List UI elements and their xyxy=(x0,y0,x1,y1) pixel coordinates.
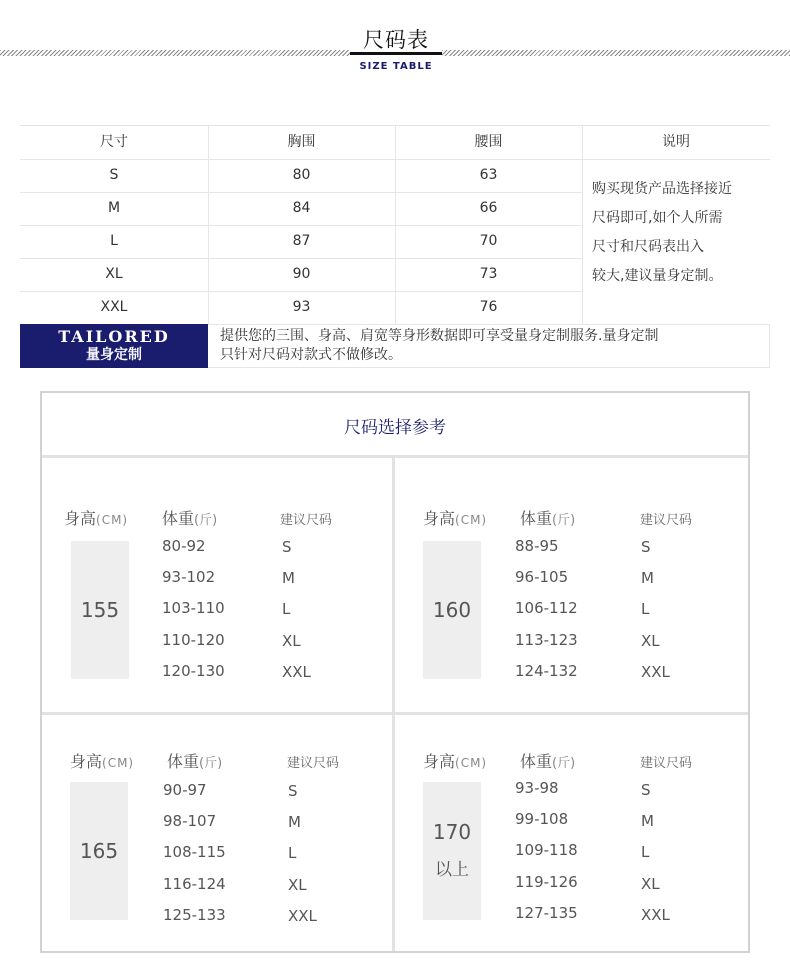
size-cell: M xyxy=(20,192,209,225)
page-title: 尺码表 xyxy=(363,28,429,52)
reference-group-170 xyxy=(395,715,745,967)
height-label: 身高(CM) xyxy=(423,752,488,771)
suggested-size-label: 建议尺码 xyxy=(640,756,693,771)
height-value-suffix: 以上 xyxy=(435,860,469,880)
weight-range: 108-115 xyxy=(163,843,226,861)
weight-range: 90-97 xyxy=(163,781,207,799)
suggested-size: M xyxy=(288,813,301,831)
chest-cell: 93 xyxy=(208,291,396,324)
weight-range: 113-123 xyxy=(515,631,578,649)
suggested-size: M xyxy=(282,569,295,587)
table-row xyxy=(20,291,582,324)
height-value: 155 xyxy=(80,598,120,622)
height-label: 身高(CM) xyxy=(423,509,488,528)
waist-cell: 73 xyxy=(395,258,583,291)
weight-range: 120-130 xyxy=(162,662,225,680)
suggested-size: XXL xyxy=(641,906,670,924)
suggested-size: XL xyxy=(288,876,307,894)
height-value: 160 xyxy=(432,598,472,622)
suggested-size: XL xyxy=(641,632,660,650)
reference-group-160 xyxy=(395,458,745,710)
height-value: 165 xyxy=(79,839,119,863)
size-reference-panel xyxy=(40,391,750,953)
reference-group-155 xyxy=(42,458,392,710)
tailored-label-en: TAILORED xyxy=(58,327,170,346)
weight-range: 110-120 xyxy=(162,631,225,649)
size-cell: XL xyxy=(20,258,209,291)
suggested-size: XL xyxy=(641,875,660,893)
weight-label: 体重(斤) xyxy=(167,752,223,771)
height-value: 170 xyxy=(432,820,472,844)
header-chest: 胸围 xyxy=(208,126,396,159)
weight-range: 109-118 xyxy=(515,841,578,859)
weight-label: 体重(斤) xyxy=(162,509,218,528)
weight-range: 125-133 xyxy=(163,906,226,924)
page-header xyxy=(0,0,790,80)
weight-range: 98-107 xyxy=(163,812,217,830)
table-row xyxy=(20,192,582,226)
suggested-size: S xyxy=(641,538,651,556)
height-label: 身高(CM) xyxy=(64,509,129,528)
suggested-size: XL xyxy=(282,632,301,650)
suggested-size: L xyxy=(282,600,291,618)
waist-cell: 76 xyxy=(395,291,583,324)
height-label: 身高(CM) xyxy=(70,752,135,771)
suggested-size: M xyxy=(641,812,654,830)
weight-range: 93-102 xyxy=(162,568,216,586)
waist-cell: 70 xyxy=(395,225,583,258)
chest-cell: 87 xyxy=(208,225,396,258)
height-value-box xyxy=(71,541,129,679)
weight-range: 124-132 xyxy=(515,662,578,680)
weight-range: 116-124 xyxy=(163,875,226,893)
suggested-size: XXL xyxy=(641,663,670,681)
table-row xyxy=(20,258,582,292)
weight-range: 119-126 xyxy=(515,873,578,891)
reference-title: 尺码选择参考 xyxy=(344,418,446,438)
suggested-size: M xyxy=(641,569,654,587)
suggested-size: S xyxy=(288,782,298,800)
note-line: 较大,建议量身定制。 xyxy=(592,268,723,284)
suggested-size: S xyxy=(641,781,651,799)
page-subtitle: SIZE TABLE xyxy=(359,61,433,72)
note-line: 购买现货产品选择接近 xyxy=(592,181,732,197)
suggested-size: L xyxy=(641,843,650,861)
tailored-label-cn: 量身定制 xyxy=(86,347,142,363)
suggested-size: XXL xyxy=(288,907,317,925)
header-hatch-left xyxy=(0,50,350,56)
tailored-text-line: 只针对尺码对款式不做修改。 xyxy=(220,347,402,363)
size-note xyxy=(592,175,764,291)
table-row xyxy=(20,225,582,259)
height-value-box xyxy=(70,782,128,920)
header-note: 说明 xyxy=(582,126,770,160)
size-cell: XXL xyxy=(20,291,209,324)
header-waist: 腰围 xyxy=(395,126,583,159)
title-underline xyxy=(350,52,442,55)
reference-group-165 xyxy=(42,715,392,967)
weight-label: 体重(斤) xyxy=(520,752,576,771)
height-value-box xyxy=(423,782,481,920)
suggested-size-label: 建议尺码 xyxy=(280,513,333,528)
chest-cell: 80 xyxy=(208,159,396,192)
size-cell: S xyxy=(20,159,209,192)
table-header-row xyxy=(20,126,582,160)
weight-range: 96-105 xyxy=(515,568,569,586)
tailored-description xyxy=(208,324,770,368)
weight-range: 80-92 xyxy=(162,537,206,555)
waist-cell: 63 xyxy=(395,159,583,192)
weight-range: 127-135 xyxy=(515,904,578,922)
chest-cell: 84 xyxy=(208,192,396,225)
weight-range: 103-110 xyxy=(162,599,225,617)
weight-range: 99-108 xyxy=(515,810,569,828)
weight-range: 93-98 xyxy=(515,779,559,797)
tailored-badge xyxy=(20,324,208,368)
weight-label: 体重(斤) xyxy=(520,509,576,528)
table-row xyxy=(20,159,582,193)
note-line: 尺码即可,如个人所需 xyxy=(592,210,723,226)
header-size: 尺寸 xyxy=(20,126,209,159)
suggested-size: L xyxy=(641,600,650,618)
header-hatch-right xyxy=(442,50,790,56)
suggested-size: XXL xyxy=(282,663,311,681)
size-cell: L xyxy=(20,225,209,258)
tailored-text-line: 提供您的三围、身高、肩宽等身形数据即可享受量身定制服务.量身定制 xyxy=(220,328,659,344)
height-value-box xyxy=(423,541,481,679)
waist-cell: 66 xyxy=(395,192,583,225)
note-line: 尺寸和尺码表出入 xyxy=(592,239,704,255)
suggested-size-label: 建议尺码 xyxy=(640,513,693,528)
weight-range: 88-95 xyxy=(515,537,559,555)
chest-cell: 90 xyxy=(208,258,396,291)
suggested-size: L xyxy=(288,844,297,862)
suggested-size-label: 建议尺码 xyxy=(287,756,340,771)
weight-range: 106-112 xyxy=(515,599,578,617)
suggested-size: S xyxy=(282,538,292,556)
